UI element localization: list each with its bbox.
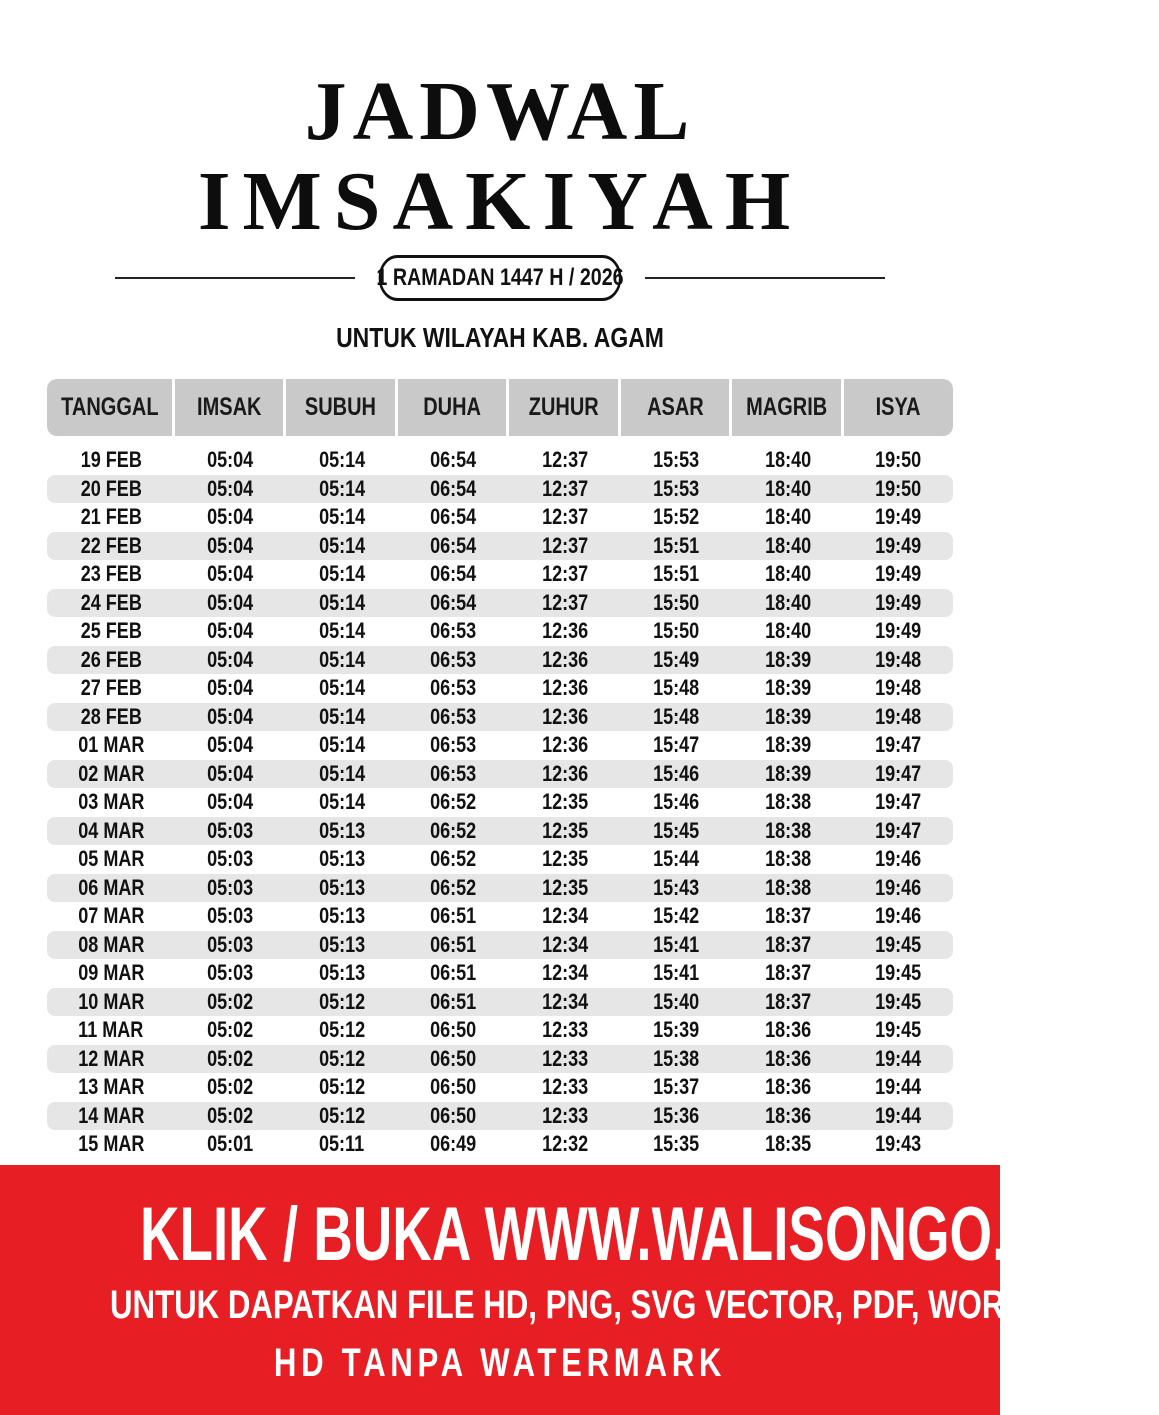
- cell-zuhur: 12:34: [541, 931, 589, 957]
- cell-zuhur: 12:33: [541, 1074, 589, 1100]
- cell-zuhur: 12:35: [541, 789, 589, 815]
- cell-magrib: 18:38: [764, 817, 812, 843]
- cell-tanggal: 10 MAR: [77, 988, 145, 1014]
- cell-asar: 15:48: [653, 703, 700, 729]
- cell-tanggal: 27 FEB: [80, 675, 142, 701]
- cell-imsak: 05:03: [207, 874, 254, 900]
- cell-imsak: 05:04: [207, 646, 254, 672]
- cell-tanggal: 08 MAR: [77, 931, 145, 957]
- cell-subuh: 05:13: [318, 931, 366, 957]
- cell-duha: 06:51: [430, 931, 477, 957]
- cell-asar: 15:39: [653, 1017, 700, 1043]
- cell-duha: 06:54: [430, 532, 477, 558]
- cell-imsak: 05:04: [207, 618, 254, 644]
- cell-subuh: 05:14: [318, 760, 366, 786]
- cell-isya: 19:47: [875, 760, 922, 786]
- cell-imsak: 05:02: [207, 1074, 254, 1100]
- table-row: [47, 1130, 953, 1159]
- cell-subuh: 05:14: [318, 504, 366, 530]
- cell-imsak: 05:02: [207, 1102, 254, 1128]
- cell-zuhur: 12:37: [541, 447, 589, 473]
- cell-zuhur: 12:37: [541, 561, 589, 587]
- table-row: [47, 959, 953, 988]
- subtitle-text: 1 RAMADAN 1447 H / 2026: [376, 264, 624, 291]
- cell-subuh: 05:12: [318, 988, 366, 1014]
- table-row: [47, 845, 953, 874]
- cell-duha: 06:54: [430, 504, 477, 530]
- cell-subuh: 05:13: [318, 846, 366, 872]
- cell-tanggal: 01 MAR: [77, 732, 145, 758]
- header-imsak: IMSAK: [175, 379, 286, 436]
- cell-zuhur: 12:37: [541, 589, 589, 615]
- divider-left: [115, 277, 355, 279]
- table-row: [47, 1073, 953, 1102]
- cell-asar: 15:51: [653, 561, 700, 587]
- cell-isya: 19:45: [875, 931, 922, 957]
- cell-duha: 06:53: [430, 646, 477, 672]
- cell-tanggal: 15 MAR: [77, 1131, 145, 1157]
- cell-duha: 06:53: [430, 618, 477, 644]
- cell-imsak: 05:03: [207, 931, 254, 957]
- cell-duha: 06:53: [430, 703, 477, 729]
- cell-imsak: 05:04: [207, 447, 254, 473]
- cell-isya: 19:44: [875, 1074, 922, 1100]
- table-row: [47, 988, 953, 1017]
- cell-magrib: 18:39: [764, 760, 812, 786]
- cell-tanggal: 22 FEB: [80, 532, 142, 558]
- header-zuhur: ZUHUR: [509, 379, 621, 436]
- table-row: [47, 703, 953, 732]
- cell-asar: 15:45: [653, 817, 700, 843]
- divider-right: [645, 277, 885, 279]
- cell-tanggal: 19 FEB: [80, 447, 142, 473]
- cell-magrib: 18:37: [764, 931, 812, 957]
- cell-zuhur: 12:34: [541, 960, 589, 986]
- page-title-line-1: JADWAL: [304, 65, 696, 158]
- cell-tanggal: 04 MAR: [77, 817, 145, 843]
- cell-magrib: 18:40: [764, 561, 812, 587]
- cell-subuh: 05:14: [318, 561, 366, 587]
- cell-isya: 19:45: [875, 960, 922, 986]
- cell-isya: 19:49: [875, 618, 922, 644]
- cell-duha: 06:53: [430, 675, 477, 701]
- cell-asar: 15:52: [653, 504, 700, 530]
- cell-subuh: 05:14: [318, 675, 366, 701]
- cell-magrib: 18:37: [764, 903, 812, 929]
- header-duha: DUHA: [398, 379, 509, 436]
- cell-zuhur: 12:33: [541, 1102, 589, 1128]
- table-row: [47, 589, 953, 618]
- cell-magrib: 18:38: [764, 789, 812, 815]
- cell-duha: 06:54: [430, 561, 477, 587]
- cell-duha: 06:51: [430, 903, 477, 929]
- promo-banner: [0, 1165, 1159, 1415]
- cell-magrib: 18:39: [764, 675, 812, 701]
- cell-duha: 06:50: [430, 1102, 477, 1128]
- cell-imsak: 05:04: [207, 504, 254, 530]
- cell-asar: 15:50: [653, 618, 700, 644]
- table-row: [47, 503, 953, 532]
- cell-tanggal: 11 MAR: [78, 1017, 144, 1043]
- table-row: [47, 446, 953, 475]
- cell-tanggal: 03 MAR: [77, 789, 145, 815]
- cell-subuh: 05:12: [318, 1074, 366, 1100]
- table-row: [47, 731, 953, 760]
- header-magrib: MAGRIB: [732, 379, 844, 436]
- cell-asar: 15:41: [653, 931, 700, 957]
- cell-imsak: 05:04: [207, 532, 254, 558]
- cell-zuhur: 12:36: [541, 703, 589, 729]
- cell-subuh: 05:14: [318, 532, 366, 558]
- table-row: [47, 1045, 953, 1074]
- cell-zuhur: 12:35: [541, 817, 589, 843]
- table-row: [47, 902, 953, 931]
- cell-tanggal: 07 MAR: [77, 903, 145, 929]
- cell-magrib: 18:40: [764, 475, 812, 501]
- table-row: [47, 788, 953, 817]
- cell-asar: 15:49: [653, 646, 700, 672]
- cell-subuh: 05:14: [318, 447, 366, 473]
- cell-subuh: 05:14: [318, 618, 366, 644]
- cell-duha: 06:51: [430, 960, 477, 986]
- cell-imsak: 05:03: [207, 817, 254, 843]
- page-title-line-2: IMSAKIYAH: [197, 155, 803, 248]
- table-row: [47, 931, 953, 960]
- cell-zuhur: 12:36: [541, 732, 589, 758]
- table-row: [47, 874, 953, 903]
- cell-isya: 19:43: [875, 1131, 922, 1157]
- cell-zuhur: 12:32: [541, 1131, 589, 1157]
- cell-imsak: 05:01: [207, 1131, 254, 1157]
- cell-asar: 15:53: [653, 475, 700, 501]
- cell-subuh: 05:14: [318, 646, 366, 672]
- cell-imsak: 05:03: [207, 903, 254, 929]
- cell-duha: 06:52: [430, 817, 477, 843]
- cell-imsak: 05:04: [207, 675, 254, 701]
- cell-asar: 15:53: [653, 447, 700, 473]
- cell-asar: 15:50: [653, 589, 700, 615]
- cell-magrib: 18:40: [764, 504, 812, 530]
- cell-asar: 15:35: [653, 1131, 700, 1157]
- cell-duha: 06:52: [430, 874, 477, 900]
- table-row: [47, 617, 953, 646]
- cell-asar: 15:44: [653, 846, 700, 872]
- schedule-table-body: [47, 446, 953, 1159]
- cell-asar: 15:46: [653, 789, 700, 815]
- cell-zuhur: 12:34: [541, 988, 589, 1014]
- cell-tanggal: 02 MAR: [77, 760, 145, 786]
- cell-isya: 19:47: [875, 789, 922, 815]
- cell-imsak: 05:04: [207, 703, 254, 729]
- cell-duha: 06:53: [430, 732, 477, 758]
- cell-tanggal: 12 MAR: [77, 1045, 145, 1071]
- header-tanggal: TANGGAL: [47, 379, 175, 436]
- cell-subuh: 05:12: [318, 1102, 366, 1128]
- cell-subuh: 05:13: [318, 960, 366, 986]
- cell-subuh: 05:14: [318, 732, 366, 758]
- cell-duha: 06:53: [430, 760, 477, 786]
- cell-magrib: 18:36: [764, 1102, 812, 1128]
- cell-zuhur: 12:36: [541, 618, 589, 644]
- table-row: [47, 1102, 953, 1131]
- cell-asar: 15:38: [653, 1045, 700, 1071]
- cell-magrib: 18:39: [764, 732, 812, 758]
- cell-tanggal: 14 MAR: [77, 1102, 145, 1128]
- header-isya: ISYA: [844, 379, 953, 436]
- cell-zuhur: 12:37: [541, 504, 589, 530]
- table-row: [47, 1016, 953, 1045]
- cell-tanggal: 26 FEB: [80, 646, 142, 672]
- cell-subuh: 05:13: [318, 817, 366, 843]
- subtitle-pill: [376, 255, 624, 301]
- cell-asar: 15:43: [653, 874, 700, 900]
- cell-isya: 19:50: [875, 447, 922, 473]
- table-row: [47, 560, 953, 589]
- cell-isya: 19:47: [875, 732, 922, 758]
- table-row: [47, 674, 953, 703]
- banner-subline: UNTUK DAPATKAN FILE HD, PNG, SVG VECTOR, PDF, WORD, EXCEL: [110, 1283, 1149, 1327]
- cell-subuh: 05:11: [319, 1131, 365, 1157]
- cell-tanggal: 09 MAR: [77, 960, 145, 986]
- cell-imsak: 05:04: [207, 475, 254, 501]
- cell-subuh: 05:13: [318, 903, 366, 929]
- cell-isya: 19:44: [875, 1102, 922, 1128]
- table-row: [47, 532, 953, 561]
- cell-isya: 19:46: [875, 874, 922, 900]
- table-header: [47, 379, 953, 436]
- cell-isya: 19:49: [875, 589, 922, 615]
- cell-imsak: 05:03: [207, 846, 254, 872]
- cell-magrib: 18:37: [764, 988, 812, 1014]
- cell-magrib: 18:35: [764, 1131, 812, 1157]
- cell-duha: 06:51: [430, 988, 477, 1014]
- cell-magrib: 18:36: [764, 1074, 812, 1100]
- cell-imsak: 05:02: [207, 1045, 254, 1071]
- cell-imsak: 05:02: [207, 1017, 254, 1043]
- header-subuh: SUBUH: [286, 379, 398, 436]
- cell-duha: 06:54: [430, 447, 477, 473]
- cell-zuhur: 12:35: [541, 874, 589, 900]
- cell-tanggal: 21 FEB: [80, 504, 142, 530]
- cell-magrib: 18:40: [764, 589, 812, 615]
- cell-imsak: 05:02: [207, 988, 254, 1014]
- cell-zuhur: 12:36: [541, 675, 589, 701]
- cell-isya: 19:45: [875, 1017, 922, 1043]
- cell-subuh: 05:12: [318, 1017, 366, 1043]
- cell-subuh: 05:14: [318, 475, 366, 501]
- cell-duha: 06:54: [430, 589, 477, 615]
- cell-isya: 19:48: [875, 675, 922, 701]
- cell-duha: 06:50: [430, 1045, 477, 1071]
- cell-isya: 19:47: [875, 817, 922, 843]
- cell-asar: 15:47: [653, 732, 700, 758]
- cell-tanggal: 13 MAR: [77, 1074, 145, 1100]
- cell-subuh: 05:14: [318, 589, 366, 615]
- cell-duha: 06:52: [430, 789, 477, 815]
- cell-magrib: 18:40: [764, 447, 812, 473]
- cell-subuh: 05:14: [318, 789, 366, 815]
- cell-isya: 19:46: [875, 903, 922, 929]
- cell-isya: 19:45: [875, 988, 922, 1014]
- cell-tanggal: 06 MAR: [77, 874, 145, 900]
- cell-subuh: 05:13: [318, 874, 366, 900]
- cell-asar: 15:46: [653, 760, 700, 786]
- cell-isya: 19:49: [875, 504, 922, 530]
- cell-tanggal: 05 MAR: [77, 846, 145, 872]
- cell-duha: 06:50: [430, 1017, 477, 1043]
- cell-asar: 15:36: [653, 1102, 700, 1128]
- cell-zuhur: 12:33: [541, 1045, 589, 1071]
- cell-asar: 15:37: [653, 1074, 700, 1100]
- cell-asar: 15:40: [653, 988, 700, 1014]
- cell-isya: 19:44: [875, 1045, 922, 1071]
- cell-zuhur: 12:37: [541, 532, 589, 558]
- cell-tanggal: 25 FEB: [80, 618, 142, 644]
- cell-asar: 15:42: [653, 903, 700, 929]
- cell-imsak: 05:04: [207, 760, 254, 786]
- cell-imsak: 05:04: [207, 561, 254, 587]
- cell-asar: 15:51: [653, 532, 700, 558]
- cell-zuhur: 12:34: [541, 903, 589, 929]
- cell-tanggal: 20 FEB: [80, 475, 142, 501]
- banner-headline[interactable]: KLIK / BUKA WWW.WALISONGO.CO.ID: [140, 1192, 1159, 1277]
- header-asar: ASAR: [621, 379, 732, 436]
- cell-magrib: 18:39: [764, 646, 812, 672]
- cell-isya: 19:50: [875, 475, 922, 501]
- cell-magrib: 18:40: [764, 532, 812, 558]
- cell-tanggal: 28 FEB: [80, 703, 142, 729]
- cell-duha: 06:52: [430, 846, 477, 872]
- cell-magrib: 18:36: [764, 1017, 812, 1043]
- cell-isya: 19:49: [875, 561, 922, 587]
- cell-magrib: 18:37: [764, 960, 812, 986]
- cell-imsak: 05:04: [207, 589, 254, 615]
- cell-magrib: 18:36: [764, 1045, 812, 1071]
- cell-subuh: 05:14: [318, 703, 366, 729]
- cell-magrib: 18:38: [764, 846, 812, 872]
- table-row: [47, 646, 953, 675]
- cell-isya: 19:49: [875, 532, 922, 558]
- cell-magrib: 18:39: [764, 703, 812, 729]
- table-row: [47, 760, 953, 789]
- cell-isya: 19:46: [875, 846, 922, 872]
- cell-duha: 06:54: [430, 475, 477, 501]
- cell-isya: 19:48: [875, 646, 922, 672]
- cell-magrib: 18:40: [764, 618, 812, 644]
- cell-asar: 15:41: [653, 960, 700, 986]
- cell-duha: 06:49: [430, 1131, 477, 1157]
- cell-imsak: 05:04: [207, 732, 254, 758]
- cell-duha: 06:50: [430, 1074, 477, 1100]
- cell-tanggal: 24 FEB: [80, 589, 142, 615]
- table-row: [47, 475, 953, 504]
- cell-imsak: 05:04: [207, 789, 254, 815]
- cell-zuhur: 12:33: [541, 1017, 589, 1043]
- table-row: [47, 817, 953, 846]
- cell-magrib: 18:38: [764, 874, 812, 900]
- cell-zuhur: 12:35: [541, 846, 589, 872]
- region-label: UNTUK WILAYAH KAB. AGAM: [336, 322, 664, 353]
- cell-asar: 15:48: [653, 675, 700, 701]
- cell-zuhur: 12:36: [541, 646, 589, 672]
- banner-watermark-note: HD TANPA WATERMARK: [273, 1341, 727, 1385]
- cell-zuhur: 12:37: [541, 475, 589, 501]
- cell-zuhur: 12:36: [541, 760, 589, 786]
- cell-isya: 19:48: [875, 703, 922, 729]
- cell-imsak: 05:03: [207, 960, 254, 986]
- cell-tanggal: 23 FEB: [80, 561, 142, 587]
- cell-subuh: 05:12: [318, 1045, 366, 1071]
